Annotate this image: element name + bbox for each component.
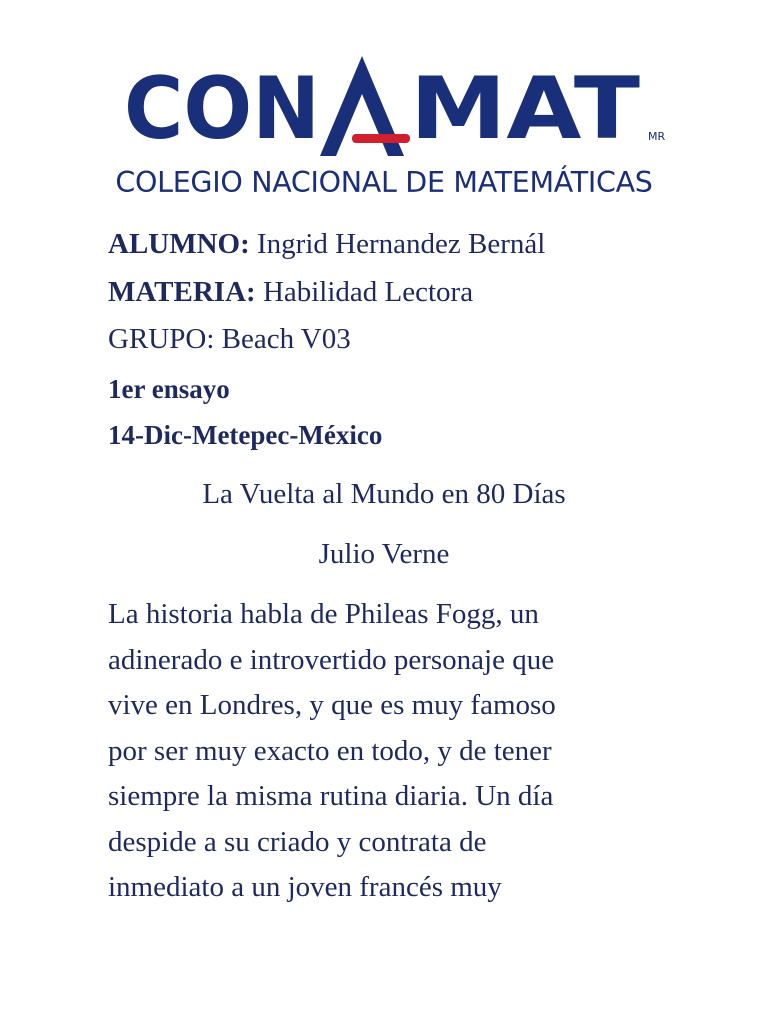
essay-label: 1er ensayo	[108, 374, 230, 404]
logo-registered-mark: MR	[648, 130, 666, 143]
paragraph-line: La historia habla de Phileas Fogg, un	[108, 598, 539, 630]
organization-name: COLEGIO NACIONAL DE MATEMÁTICAS	[115, 166, 653, 199]
paragraph-line: siempre la misma rutina diaria. Un día	[108, 780, 554, 812]
materia-value: Habilidad Lectora	[262, 276, 474, 308]
grupo-value: : Beach V03	[206, 323, 351, 355]
paragraph-line: adinerado e introvertido personaje que	[108, 643, 555, 676]
materia-label: MATERIA:	[108, 276, 256, 308]
grupo-label: GRUPO	[108, 323, 207, 355]
date-place: 14-Dic-Metepec-México	[108, 420, 383, 450]
logo-text-left: CON	[124, 59, 320, 159]
logo-text-right: MAT	[410, 59, 641, 159]
alumno-value: Ingrid Hernandez Bernál	[257, 228, 546, 260]
alumno-line	[108, 229, 545, 261]
grupo-line	[108, 324, 351, 356]
book-author: Julio Verne	[318, 538, 450, 570]
logo-triangle-icon	[320, 56, 410, 156]
paragraph-line: despide a su criado y contrata de	[108, 825, 487, 858]
book-title: La Vuelta al Mundo en 80 Días	[202, 478, 566, 510]
paragraph-line: vive en Londres, y que es muy famoso	[108, 689, 556, 721]
paragraph-line: por ser muy exacto en todo, y de tener	[108, 734, 552, 767]
paragraph-line: inmediato a un joven francés muy	[108, 871, 502, 903]
materia-line	[108, 277, 473, 309]
essay-paragraph	[108, 592, 648, 911]
conamat-logo	[118, 48, 678, 168]
alumno-label: ALUMNO:	[108, 228, 250, 260]
